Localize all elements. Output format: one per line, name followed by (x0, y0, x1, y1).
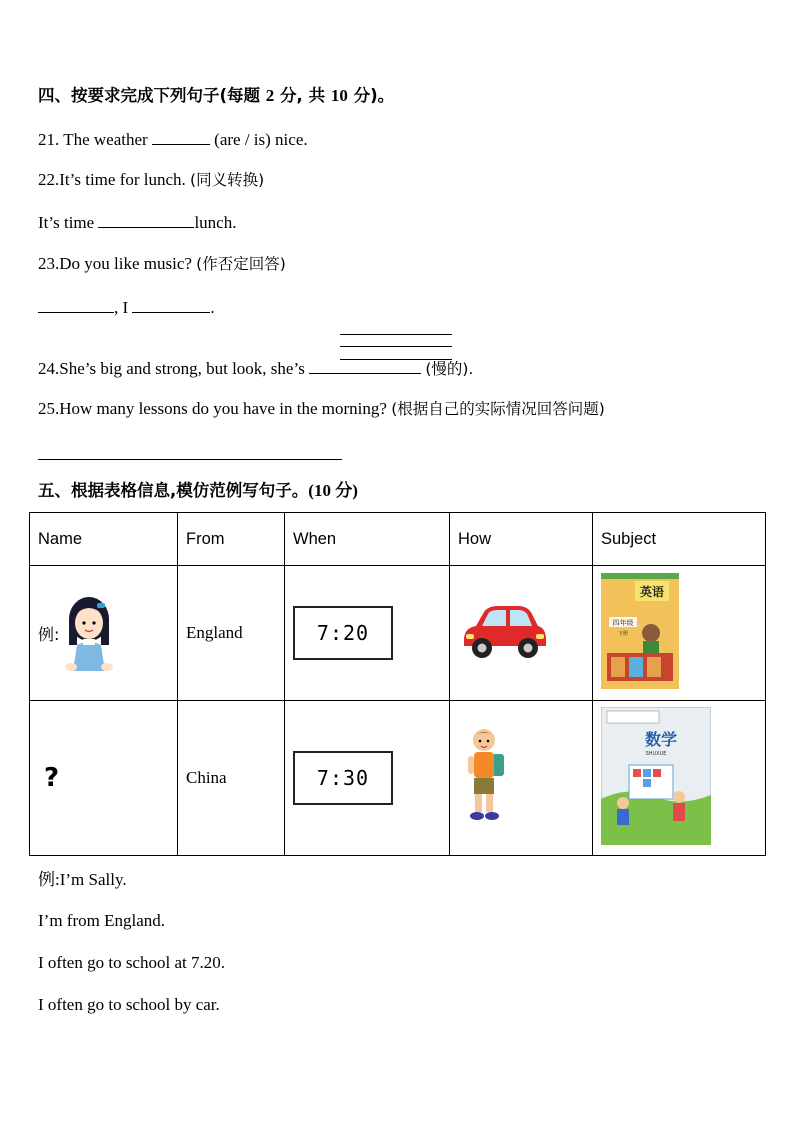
header-when: When (285, 513, 450, 566)
svg-text:下册: 下册 (617, 630, 629, 637)
header-how: How (450, 513, 593, 566)
cell-how (450, 701, 593, 856)
example-line: I’m from England. (38, 911, 165, 930)
cell-when (285, 566, 450, 701)
cell-name: 例: (30, 566, 178, 701)
answer-blank-23a[interactable] (38, 297, 114, 313)
writing-line (340, 334, 452, 335)
cell-when (285, 701, 450, 856)
answer-blank-21[interactable] (152, 129, 210, 145)
girl-icon (59, 593, 119, 673)
math-book-icon (601, 707, 711, 845)
info-table (29, 512, 766, 856)
question-21: 21. The weather (are / is) nice. (38, 130, 308, 149)
table-header-row (30, 513, 766, 566)
question-mark: ? (44, 763, 60, 793)
car-icon (458, 600, 550, 662)
table-row (30, 701, 766, 856)
cell-name (30, 701, 178, 856)
example-line: 例:I’m Sally. (38, 870, 127, 889)
question-23: 23.Do you like music? (作否定回答) (38, 254, 286, 273)
cell-from: China (178, 701, 285, 856)
header-name: Name (30, 513, 178, 566)
example-line: I often go to school at 7.20. (38, 953, 225, 972)
cell-how (450, 566, 593, 701)
walking-boy-icon (464, 726, 510, 826)
svg-text:SHUXUE: SHUXUE (645, 750, 667, 757)
question-24: 24.She’s big and strong, but look, she’s (慢的). (38, 359, 474, 378)
question-25: 25.How many lessons do you have in the morning? (根据自己的实际情况回答问题) (38, 399, 605, 418)
svg-text:数学: 数学 (644, 729, 678, 749)
question-22: 22.It’s time for lunch. (同义转换) (38, 170, 265, 189)
question-23-answer-line: , I . (38, 297, 215, 318)
answer-blank-24[interactable] (309, 361, 421, 374)
cell-from: England (178, 566, 285, 701)
section4-title: 四、按要求完成下列句子(每题 2 分, 共 10 分)。 (38, 86, 395, 105)
answer-blank-23b[interactable] (132, 297, 210, 313)
svg-text:四年级: 四年级 (612, 618, 634, 627)
example-line: I often go to school by car. (38, 995, 220, 1014)
writing-line (340, 346, 452, 347)
time-display: 7:30 (293, 751, 393, 805)
english-book-icon (601, 573, 679, 689)
cell-subject (593, 566, 766, 701)
section5-title: 五、根据表格信息,模仿范例写句子。(10 分) (38, 481, 358, 500)
header-subject: Subject (593, 513, 766, 566)
cell-subject (593, 701, 766, 856)
header-from: From (178, 513, 285, 566)
table-row (30, 566, 766, 701)
question-22-answer-line: It’s time lunch. (38, 213, 237, 232)
time-display: 7:20 (293, 606, 393, 660)
answer-line-25[interactable] (38, 459, 342, 460)
answer-blank-22[interactable] (98, 212, 194, 228)
svg-text:英语: 英语 (639, 584, 665, 599)
